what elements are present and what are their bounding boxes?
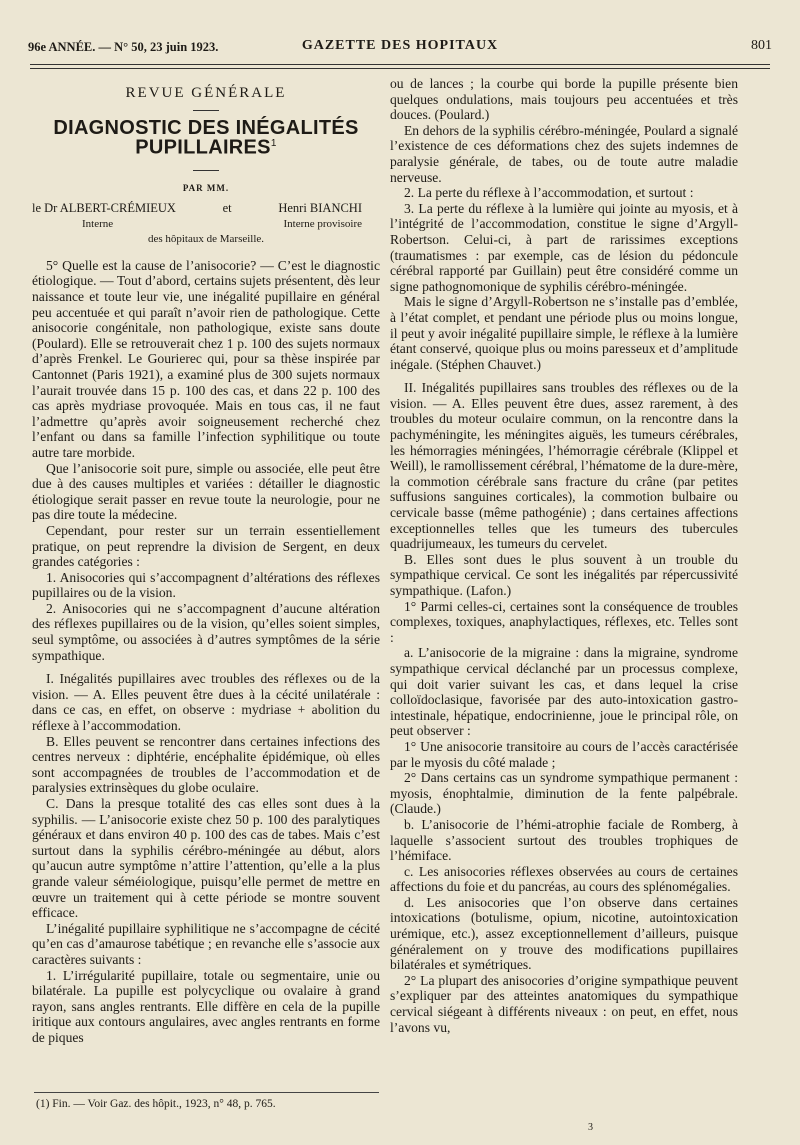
paragraph: 3. La perte du réflexe à la lumière qui jointe au myosis, et à l’intégrité de l’accommodation, constitue le signe d’Argyll-Robertson. Celui-ci, à part de rarissimes exceptions (traumatismes : par exemple, cas de lésion du pédoncule cérébral rapporté par Guillain) peut être considéré comme un signe pathognomonique de syphilis cérébro-méningée.: [390, 200, 738, 294]
article-title: [32, 116, 380, 159]
paragraph: d. Les anisocories que l’on observe dans certaines intoxications (botulisme, opium, nicotine, autointoxication urémique, etc.), assez exceptionnellement d’ailleurs, puisque généralement on y trouve des modifications pupillaires bilatérales et symétriques.: [390, 894, 738, 973]
paragraph: ou de lances ; la courbe qui borde la pupille présente bien quelques ondulations, mais toujours peu accentuées et très douces. (Poulard.): [390, 76, 738, 123]
issue-info: 96e ANNÉE. — N° 50, 23 juin 1923.: [28, 40, 219, 54]
author-conjunction: et: [222, 201, 232, 216]
header-rule: [30, 64, 770, 65]
author-2: Henri BIANCHI: [278, 201, 362, 216]
paragraph: Cependant, pour rester sur un terrain essentiellement pratique, on peut reprendre la division de Sergent, en deux grandes catégories :: [32, 522, 380, 570]
paragraph: 2° La plupart des anisocories d’origine sympathique peuvent s’expliquer par des atteintes anatomiques du sympathique cervical siégeant à différents niveaux : on peut, en effet, nous l’avons vu,: [390, 972, 738, 1035]
paragraph: 1. L’irrégularité pupillaire, totale ou segmentaire, unie ou bilatérale. La pupille est polycyclique ou ovalaire à grand rayon, sans angles rentrants. Elle diffère en cela de la pupille iritique aux contours angulaires, avec angles rentrants en forme de piques: [32, 967, 380, 1045]
paragraph: 1. Anisocories qui s’accompagnent d’altérations des réflexes pupillaires ou de la vision.: [32, 569, 380, 601]
paragraph: c. Les anisocories réflexes observées au cours de certaines affections du foie et du pancréas, au cours des splénomégalies.: [390, 863, 738, 895]
paragraph: 5° Quelle est la cause de l’anisocorie? — C’est le diagnostic étiologique. — Tout d’abord, certains sujets présentent, dès leur naissance et toute leur vie, une inégalité pupillaire en général peu accentuée et qui paraît n’avoir rien de pathologique. Cette anisocorie congénitale, non pathologique, existe sans doute (Poulard). Elle se retrouverait chez 1 p. 100 des sujets normaux d’après Frenkel. Le Gourierec qui, pour sa thèse inspirée par Cantonnet (Paris 1921), a examiné plus de 300 sujets normaux l’aurait trouvée dans 15 p. 100 des cas, et dans 22 p. 100 des cas après mydriase provoquée. Mais en tous cas, il ne faut l’admettre qu’après avoir soigneusement recherché chez l’enfant ou dans sa famille l’infection syphilitique ou toute autre tare morbide.: [32, 257, 380, 460]
paragraph: Mais le signe d’Argyll-Robertson ne s’installe pas d’emblée, à l’état complet, et pendant une période plus ou moins longue, il peut y avoir inégalité pupillaire simple, le réflexe à la lumière étant conservé, quoique plus ou moins paresseux et d’amplitude inégale. (Stéphen Chauvet.): [390, 294, 738, 372]
running-head: [28, 36, 772, 60]
author-roles: [32, 217, 380, 233]
section-title: REVUE GÉNÉRALE: [125, 85, 287, 101]
paragraph: b. L’anisocorie de l’hémi-atrophie faciale de Romberg, à laquelle s’associent surtout des troubles trophiques de l’hémiface.: [390, 816, 738, 864]
left-column: [32, 76, 380, 1046]
paragraph: II. Inégalités pupillaires sans troubles des réflexes ou de la vision. — A. Elles peuvent être dues, assez rarement, à des troubles du moteur oculaire commun, on la rencontre dans la pachyméningite, les méningites aiguës, les tumeurs cérébrales, les hémorragies méningées, l’hémorragie cérébrale (Klippel et Weill), le ramollissement cérébral, l’hématome de la dure-mère, la commotion cérébrale sans fracture du crâne (par petites suffusions sanguines corticales), la commotion bulbaire ou cervicale basse (même pathogénie) ; dans certaines affections exceptionnelles telles que les tumeurs des tubercules quadrijumeaux, les tumeurs du cervelet.: [390, 380, 738, 552]
page-number: 801: [751, 38, 772, 53]
author-1-role: Interne: [82, 217, 114, 230]
paragraph: L’inégalité pupillaire syphilitique ne s’accompagne de cécité qu’en cas d’amaurose tabétique ; en revanche elle s’associe aux caractères suivants :: [32, 920, 380, 967]
author-1: le Dr ALBERT-CRÉMIEUX: [32, 201, 176, 216]
footnote: (1) Fin. — Voir Gaz. des hôpit., 1923, n° 48, p. 765.: [36, 1098, 276, 1110]
paragraph: 1° Une anisocorie transitoire au cours de l’accès caractérisée par le myosis du côté malade ;: [390, 738, 738, 770]
paragraph: I. Inégalités pupillaires avec troubles des réflexes ou de la vision. — A. Elles peuvent être dues à la cécité unilatérale : dans ce cas, en effet, on observe : mydriase + abolition du réflexe à l’accommodation.: [32, 671, 380, 734]
right-column: [390, 76, 738, 1035]
paragraph: C. Dans la presque totalité des cas elles sont dues à la syphilis. — L’anisocorie existe chez 50 p. 100 des paralytiques généraux et dans environ 40 p. 100 des cas de tabes. Mais c’est surtout dans la syphilis cérébro-méningée au début, alors qu’aucun autre symptôme n’attire l’attention, qu’elle a la plus grande valeur séméiologique, puisqu’elle permet de mettre en œuvre un traitement qui à cette période se montre souvent efficace.: [32, 796, 380, 921]
paragraph: B. Elles peuvent se rencontrer dans certaines infections des centres nerveux : diphtérie, encéphalite épidémique, où elles sont accompagnées de troubles de l’accommodation et de paralysies extrinsèques du globe oculaire.: [32, 733, 380, 796]
byline-par-mm: PAR MM.: [182, 183, 230, 194]
paragraph: 2. Anisocories qui ne s’accompagnent d’aucune altération des réflexes pupillaires ou de la vision, qu’elles soient simples, seul symptôme, ou associées à d’autres symptômes de la série sympathique.: [32, 600, 380, 663]
paragraph: a. L’anisocorie de la migraine : dans la migraine, syndrome sympathique cervical déclanché par un processus complexe, qui doit varier suivant les cas, et dans lequel la crise colloïdoclasique, favorisée par des auto-intoxication gastro-intestinale, hépatique, endocrinienne, joue le principal rôle, on peut observer :: [390, 645, 738, 739]
paragraph: 2° Dans certains cas un syndrome sympathique permanent : myosis, énophtalmie, diminution de la fente palpébrale. (Claude.): [390, 770, 738, 817]
header-rule-double: [30, 68, 770, 69]
title-note-mark: 1: [270, 138, 277, 150]
journal-title: GAZETTE DES HOPITAUX: [301, 38, 499, 53]
section-divider: [193, 110, 219, 111]
paragraph: B. Elles sont dues le plus souvent à un trouble du sympathique cervical. Ce sont les inégalités par répercussivité sympathique. (Lafon.): [390, 551, 738, 598]
article-title-text: DIAGNOSTIC DES INÉGALITÉS PUPILLAIRES: [53, 116, 359, 159]
paragraph: 1° Parmi celles-ci, certaines sont la conséquence de troubles complexes, toxiques, anaphylactiques, réflexes, etc. Telles sont :: [390, 598, 738, 645]
author-2-role: Interne provisoire: [283, 217, 362, 230]
author-affiliation: des hôpitaux de Marseille.: [147, 233, 265, 246]
paragraph: Que l’anisocorie soit pure, simple ou associée, elle peut être due à des causes multiples et variées : détailler le diagnostic étiologique serait passer en revue toute la neurologie, pour ne pas dire toute la médecine.: [32, 460, 380, 523]
title-divider: [193, 170, 219, 171]
page-mark: 3: [588, 1122, 593, 1133]
footnote-rule: [34, 1092, 379, 1093]
authors: [32, 201, 380, 217]
paragraph: En dehors de la syphilis cérébro-méningée, Poulard a signalé l’existence de ces déformations chez des sujets indemnes de paralysie générale, de tabes, ou de toute autre maladie nerveuse.: [390, 122, 738, 185]
paragraph: 2. La perte du réflexe à l’accommodation, et surtout :: [404, 185, 694, 201]
